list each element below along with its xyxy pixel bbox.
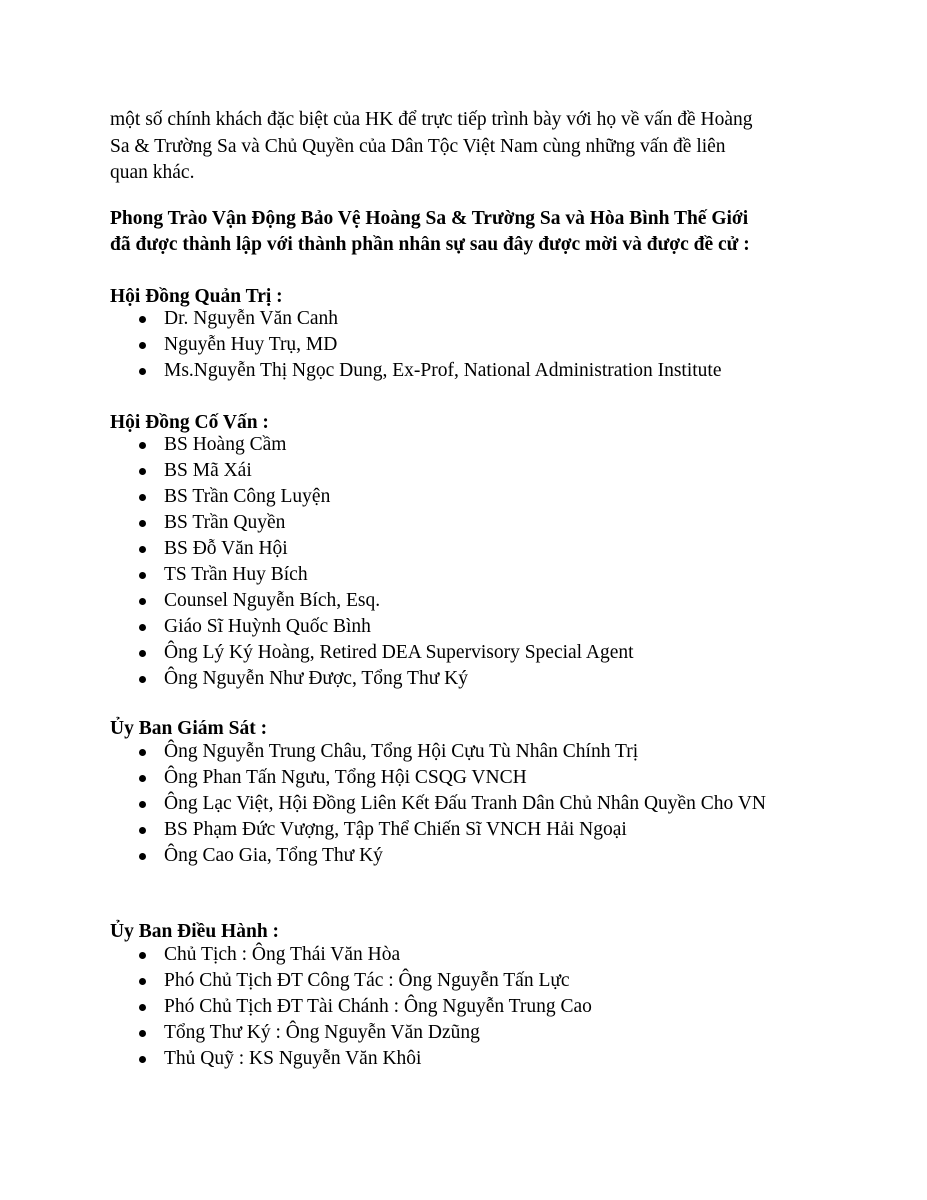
announcement-line: Phong Trào Vận Động Bảo Vệ Hoàng Sa & Trường Sa và Hòa Bình Thế Giới [110, 208, 749, 229]
list-item: Ông Nguyễn Trung Châu, Tổng Hội Cựu Tù Nhân Chính Trị [110, 739, 830, 765]
list-item: BS Trần Công Luyện [110, 484, 830, 510]
intro-paragraph [110, 107, 830, 187]
supervisory-committee-list [110, 739, 830, 869]
intro-line: Sa & Trường Sa và Chủ Quyền của Dân Tộc Việt Nam cùng những vấn đề liên [110, 135, 726, 157]
list-item: Ông Lý Ký Hoàng, Retired DEA Supervisory Special Agent [110, 640, 830, 666]
announcement-heading [110, 206, 830, 258]
section-title-executive-committee: Ủy Ban Điều Hành : [110, 921, 280, 942]
list-item: Chủ Tịch : Ông Thái Văn Hòa [110, 942, 830, 968]
list-item: Counsel Nguyễn Bích, Esq. [110, 588, 830, 614]
list-item: BS Phạm Đức Vượng, Tập Thể Chiến Sĩ VNCH Hải Ngoại [110, 817, 830, 843]
list-item: Nguyễn Huy Trụ, MD [110, 332, 830, 358]
list-item: Giáo Sĩ Huỳnh Quốc Bình [110, 614, 830, 640]
list-item: Ông Lạc Việt, Hội Đồng Liên Kết Đấu Tranh Dân Chủ Nhân Quyền Cho VN [110, 791, 830, 817]
list-item: Tổng Thư Ký : Ông Nguyễn Văn Dzũng [110, 1020, 830, 1046]
list-item: TS Trần Huy Bích [110, 562, 830, 588]
intro-line: quan khác. [110, 162, 195, 183]
list-item: Ông Cao Gia, Tổng Thư Ký [110, 843, 830, 869]
list-item: Ông Nguyễn Như Được, Tổng Thư Ký [110, 666, 830, 692]
list-item: BS Trần Quyền [110, 510, 830, 536]
list-item: Ms.Nguyễn Thị Ngọc Dung, Ex-Prof, National Administration Institute [110, 358, 830, 384]
list-item: BS Hoàng Cầm [110, 432, 830, 458]
executive-committee-list [110, 942, 830, 1072]
list-item: BS Đỗ Văn Hội [110, 536, 830, 562]
list-item: BS Mã Xái [110, 458, 830, 484]
intro-line: một số chính khách đặc biệt của HK để trực tiếp trình bày với họ về vấn đề Hoàng [110, 109, 753, 130]
section-title-advisory-council: Hội Đồng Cố Vấn : [110, 412, 269, 433]
board-of-directors-list [110, 306, 830, 384]
announcement-line: đã được thành lập với thành phần nhân sự sau đây được mời và được đề cử : [110, 234, 750, 255]
section-title-supervisory-committee: Ủy Ban Giám Sát : [110, 718, 268, 739]
list-item: Ông Phan Tấn Ngưu, Tổng Hội CSQG VNCH [110, 765, 830, 791]
list-item: Phó Chủ Tịch ĐT Tài Chánh : Ông Nguyễn Trung Cao [110, 994, 830, 1020]
advisory-council-list [110, 432, 830, 692]
list-item: Dr. Nguyễn Văn Canh [110, 306, 830, 332]
list-item: Thủ Quỹ : KS Nguyễn Văn Khôi [110, 1046, 830, 1072]
section-title-board-of-directors: Hội Đồng Quản Trị : [110, 286, 283, 307]
list-item: Phó Chủ Tịch ĐT Công Tác : Ông Nguyễn Tấn Lực [110, 968, 830, 994]
